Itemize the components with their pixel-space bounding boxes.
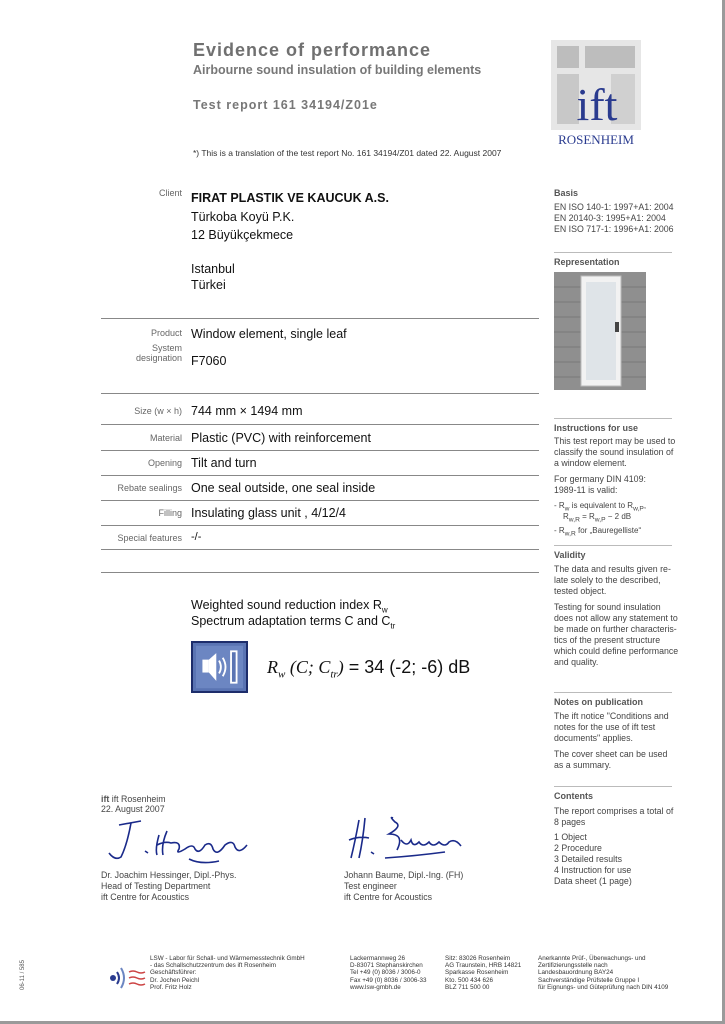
notes-text: as a summary. [554, 760, 612, 770]
hessinger-signature [101, 815, 261, 867]
sound-reduction-value: $R_w$ (C; $C_{tr}) = 34$ (-2; -6) dB [267, 657, 471, 681]
signature-org: ift ift Rosenheim [101, 794, 166, 804]
footer-company: LSW - Labor für Schall- und Wärmemesstechnik GmbH - das Schallschutzzentrum des ift Rosenheim Geschäftsführer: Dr. Jochen Peichl Prof. Fritz Holz [150, 955, 305, 991]
result-line1: Weighted sound reduction index $R_w$ [191, 598, 388, 615]
logo-rosenheim-text: ROSENHEIM [558, 132, 634, 147]
material-value: Plastic (PVC) with reinforcement [191, 431, 371, 445]
opening-value: Tilt and turn [191, 456, 257, 470]
sound-insulation-icon [191, 641, 248, 693]
basis-standard: EN ISO 140-1: 1997+A1: 2004 [554, 202, 674, 212]
notes-heading: Notes on publication [554, 697, 643, 707]
contents-heading: Contents [554, 791, 593, 801]
special-features-label: Special features [117, 533, 182, 543]
basis-heading: Basis [554, 188, 579, 198]
footer-registration: Sitz: 83026 Rosenheim AG Traunstein, HRB 14821 Sparkasse Rosenheim Kto. 500 434 626 BLZ 711 500 00 [445, 955, 522, 991]
divider [101, 393, 539, 394]
germany-text: For germany DIN 4109: [554, 474, 646, 484]
sidebar-divider [554, 252, 672, 253]
instructions-heading: Instructions for use [554, 423, 639, 433]
logo-ift-text: ift [576, 79, 618, 130]
validity-text: tested object. [554, 586, 607, 596]
client-address-line1: Türkoba Koyü P.K. [191, 210, 295, 224]
signatory-left-dept: ift Centre for Acoustics [101, 892, 190, 902]
contents-text: 8 pages [554, 817, 586, 827]
client-city: Istanbul [191, 262, 235, 276]
rebate-label: Rebate sealings [117, 483, 182, 493]
basis-standard: EN ISO 717-1: 1996+A1: 2006 [554, 224, 674, 234]
lsw-logo [95, 960, 147, 996]
instructions-text: classify the sound insulation of [554, 447, 674, 457]
notes-text: notes for the use of ift test [554, 722, 656, 732]
opening-label: Opening [147, 458, 182, 468]
divider [101, 525, 539, 526]
validity-text: late solely to the described, [554, 575, 661, 585]
divider [101, 318, 539, 319]
contents-item: 4 Instruction for use [554, 865, 632, 875]
validity-text: Testing for sound insulation [554, 602, 661, 612]
signatory-left-title: Head of Testing Department [101, 881, 211, 891]
rebate-value: One seal outside, one seal inside [191, 481, 376, 495]
size-value: 744 mm × 1494 mm [191, 404, 303, 418]
sidebar-divider [554, 418, 672, 419]
result-line2: Spectrum adaptation terms C and $C_{tr}$ [191, 614, 396, 631]
instruction-bullet: $R_{w,R} = R_{w,P} - 2$ dB [563, 512, 632, 524]
divider [101, 475, 539, 476]
signatory-right-dept: ift Centre for Acoustics [344, 892, 433, 902]
client-country: Türkei [191, 278, 226, 292]
system-value: F7060 [191, 354, 227, 368]
instructions-text: a window element. [554, 458, 627, 468]
signatory-right-title: Test engineer [344, 881, 397, 891]
window-photo [554, 272, 646, 390]
contents-item: 2 Procedure [554, 843, 602, 853]
footer-accreditation: Anerkannte Prüf-, Überwachungs- und Zertifizierungsstelle nach Landesbauordnung BAY24 Sachverständige Prüfstelle Gruppe I für Eignungs- und Güteprüfung nach DIN 4109 [538, 955, 669, 991]
product-value: Window element, single leaf [191, 327, 347, 341]
notes-text: documents" applies. [554, 733, 633, 743]
client-address-line2: 12 Büyükçekmece [191, 228, 294, 242]
validity-text: does not allow any statement to [554, 613, 678, 623]
document-subtitle: Airbourne sound insulation of building elements [193, 63, 482, 77]
divider [101, 424, 539, 425]
sidebar-divider [554, 692, 672, 693]
system-label-line2: designation [135, 353, 182, 363]
germany-text: 1989-11 is valid: [554, 485, 618, 495]
contents-item: 3 Detailed results [554, 854, 622, 864]
document-title: Evidence of performance [193, 40, 432, 60]
divider [101, 450, 539, 451]
signature-date: 22. August 2007 [101, 804, 165, 814]
instructions-text: This test report may be used to [554, 436, 676, 446]
product-label: Product [150, 328, 182, 338]
validity-text: and quality. [554, 657, 599, 667]
baume-signature [345, 812, 475, 866]
notes-text: The cover sheet can be used [554, 749, 668, 759]
sidebar-divider [554, 545, 672, 546]
sidebar-divider [554, 786, 672, 787]
client-label: Client [158, 188, 182, 198]
filling-label: Filling [158, 508, 182, 518]
translation-note: *) This is a translation of the test report No. 161 34194/Z01 dated 22. August 2007 [193, 148, 502, 158]
ift-rosenheim-logo [551, 40, 641, 150]
validity-text: be made on further characteris- [554, 624, 677, 634]
instruction-bullet: - $R_{w,R}$ for „Bauregelliste“ [554, 526, 642, 538]
contents-item: Data sheet (1 page) [554, 876, 632, 886]
validity-text: tics of the present structure [554, 635, 661, 645]
contents-item: 1 Object [554, 832, 587, 842]
client-name: FIRAT PLASTIK VE KAUCUK A.S. [191, 191, 389, 205]
signatory-right-name: Johann Baume, Dipl.-Ing. (FH) [344, 870, 464, 880]
material-label: Material [149, 433, 182, 443]
validity-text: The data and results given re- [554, 564, 671, 574]
special-features-value: -/- [191, 531, 202, 543]
divider [101, 572, 539, 573]
notes-text: The ift notice "Conditions and [554, 711, 669, 721]
size-label: Size (w × h) [134, 406, 182, 416]
form-code: 06-11 / 585 [20, 960, 26, 990]
signatory-left-name: Dr. Joachim Hessinger, Dipl.-Phys. [101, 870, 237, 880]
validity-heading: Validity [554, 550, 586, 560]
validity-text: which could define performance [554, 646, 679, 656]
instruction-bullet: - $R_w$ is equivalent to $R_{w,P}$, [554, 501, 647, 513]
report-number: Test report 161 34194/Z01e [193, 98, 378, 112]
contents-text: The report comprises a total of [554, 806, 674, 816]
footer-address: Lackermannweg 26 D-83071 Stephanskirchen Tel +49 (0) 8036 / 3006-0 Fax +49 (0) 8036 / 3006-33 www.lsw-gmbh.de [350, 955, 427, 991]
representation-heading: Representation [554, 257, 620, 267]
divider [101, 500, 539, 501]
basis-standard: EN 20140-3: 1995+A1: 2004 [554, 213, 666, 223]
divider [101, 549, 539, 550]
filling-value: Insulating glass unit , 4/12/4 [191, 506, 346, 520]
system-label-line1: System [151, 343, 182, 353]
